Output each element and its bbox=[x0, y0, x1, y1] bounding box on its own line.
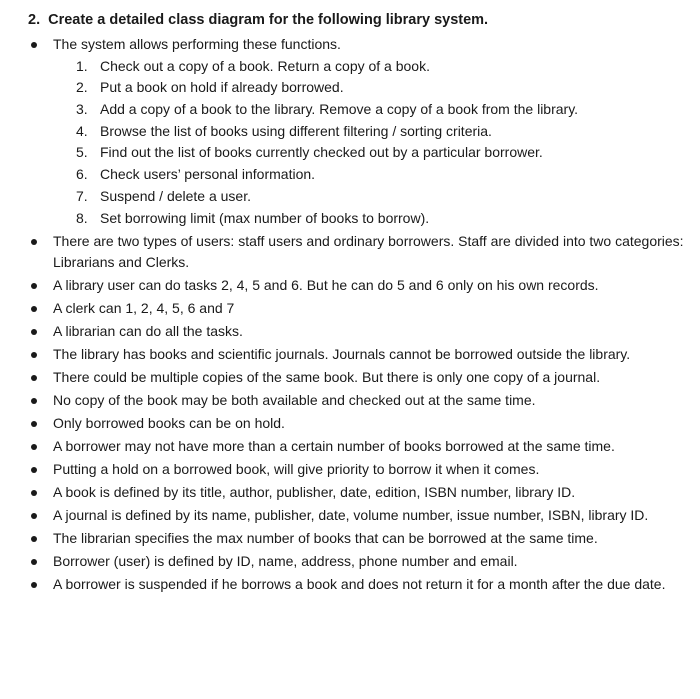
list-item bbox=[0, 275, 700, 297]
requirement-text: There could be multiple copies of the same book. But there is only one copy of a journal. bbox=[53, 369, 601, 386]
function-item bbox=[53, 164, 688, 186]
function-text: Add a copy of a book to the library. Remove a copy of a book from the library. bbox=[100, 101, 579, 117]
function-item bbox=[53, 77, 688, 99]
function-number: 5. bbox=[76, 144, 88, 161]
function-item bbox=[53, 186, 688, 208]
list-item bbox=[0, 231, 700, 274]
requirement-text: A library user can do tasks 2, 4, 5 and 6. But he can do 5 and 6 only on his own records. bbox=[53, 277, 599, 294]
question-title: Create a detailed class diagram for the following library system. bbox=[48, 12, 489, 28]
bullet-icon bbox=[31, 513, 37, 519]
list-item bbox=[0, 551, 700, 573]
bullet-icon bbox=[31, 444, 37, 450]
requirement-text: A librarian can do all the tasks. bbox=[53, 323, 243, 340]
requirement-text: A journal is defined by its name, publisher, date, volume number, issue number, ISBN, library ID. bbox=[53, 507, 649, 524]
list-item bbox=[0, 390, 700, 412]
list-item bbox=[0, 574, 700, 596]
requirement-text: The librarian specifies the max number of books that can be borrowed at the same time. bbox=[53, 530, 598, 547]
function-item bbox=[53, 56, 688, 78]
function-number: 4. bbox=[76, 122, 88, 139]
bullet-icon bbox=[31, 375, 37, 381]
list-item bbox=[0, 505, 700, 527]
function-item bbox=[53, 121, 688, 143]
requirement-text: A borrower is suspended if he borrows a book and does not return it for a month after the due date. bbox=[53, 575, 666, 592]
question-number: 2. bbox=[28, 12, 41, 28]
function-number: 1. bbox=[76, 57, 88, 74]
bullet-icon bbox=[31, 283, 37, 289]
list-item bbox=[0, 482, 700, 504]
requirement-text: A book is defined by its title, author, publisher, date, edition, ISBN number, library ID. bbox=[53, 484, 576, 501]
function-number: 3. bbox=[76, 101, 88, 117]
list-item bbox=[0, 367, 700, 389]
function-text: Browse the list of books using different filtering / sorting criteria. bbox=[100, 122, 492, 139]
list-item bbox=[0, 34, 700, 229]
function-item bbox=[53, 142, 688, 164]
requirement-text: A borrower may not have more than a certain number of books borrowed at the same time. bbox=[53, 438, 615, 455]
requirement-text: There are two types of users: staff users and ordinary borrowers. Staff are divided into two categories: Librarians and Clerks. bbox=[53, 232, 684, 271]
bullet-icon bbox=[31, 490, 37, 496]
function-item bbox=[53, 99, 688, 121]
bullet-icon bbox=[31, 467, 37, 473]
requirements-list bbox=[0, 34, 700, 597]
function-text: Suspend / delete a user. bbox=[100, 187, 251, 204]
bullet-icon bbox=[31, 582, 37, 588]
list-item bbox=[0, 459, 700, 481]
function-number: 8. bbox=[76, 209, 88, 226]
function-text: Find out the list of books currently checked out by a particular borrower. bbox=[100, 144, 543, 161]
question-heading bbox=[28, 10, 488, 30]
bullet-icon bbox=[31, 559, 37, 565]
function-number: 7. bbox=[76, 187, 88, 204]
list-item bbox=[0, 321, 700, 343]
functions-list bbox=[53, 56, 688, 230]
requirement-text: The library has books and scientific journals. Journals cannot be borrowed outside the library. bbox=[53, 346, 631, 363]
bullet-icon bbox=[31, 239, 37, 245]
function-text: Check users’ personal information. bbox=[100, 166, 316, 183]
bullet-icon bbox=[31, 421, 37, 427]
list-item bbox=[0, 528, 700, 550]
bullet-icon bbox=[31, 398, 37, 404]
list-item bbox=[0, 298, 700, 320]
list-item bbox=[0, 344, 700, 366]
requirement-text: No copy of the book may be both available and checked out at the same time. bbox=[53, 392, 536, 409]
requirement-text: Borrower (user) is defined by ID, name, address, phone number and email. bbox=[53, 553, 518, 569]
requirement-text: Only borrowed books can be on hold. bbox=[53, 415, 285, 432]
intro-text: The system allows performing these functions. bbox=[53, 36, 341, 52]
function-text: Set borrowing limit (max number of books to borrow). bbox=[100, 209, 430, 226]
bullet-icon bbox=[31, 306, 37, 312]
requirement-text: Putting a hold on a borrowed book, will give priority to borrow it when it comes. bbox=[53, 461, 540, 478]
bullet-icon bbox=[31, 42, 37, 48]
function-item bbox=[53, 208, 688, 230]
requirement-text: A clerk can 1, 2, 4, 5, 6 and 7 bbox=[53, 300, 235, 317]
function-text: Put a book on hold if already borrowed. bbox=[100, 79, 344, 96]
bullet-icon bbox=[31, 329, 37, 335]
function-text: Check out a copy of a book. Return a copy of a book. bbox=[100, 57, 430, 74]
function-number: 2. bbox=[76, 79, 88, 96]
bullet-icon bbox=[31, 536, 37, 542]
function-number: 6. bbox=[76, 166, 88, 183]
list-item bbox=[0, 436, 700, 458]
bullet-icon bbox=[31, 352, 37, 358]
list-item bbox=[0, 413, 700, 435]
